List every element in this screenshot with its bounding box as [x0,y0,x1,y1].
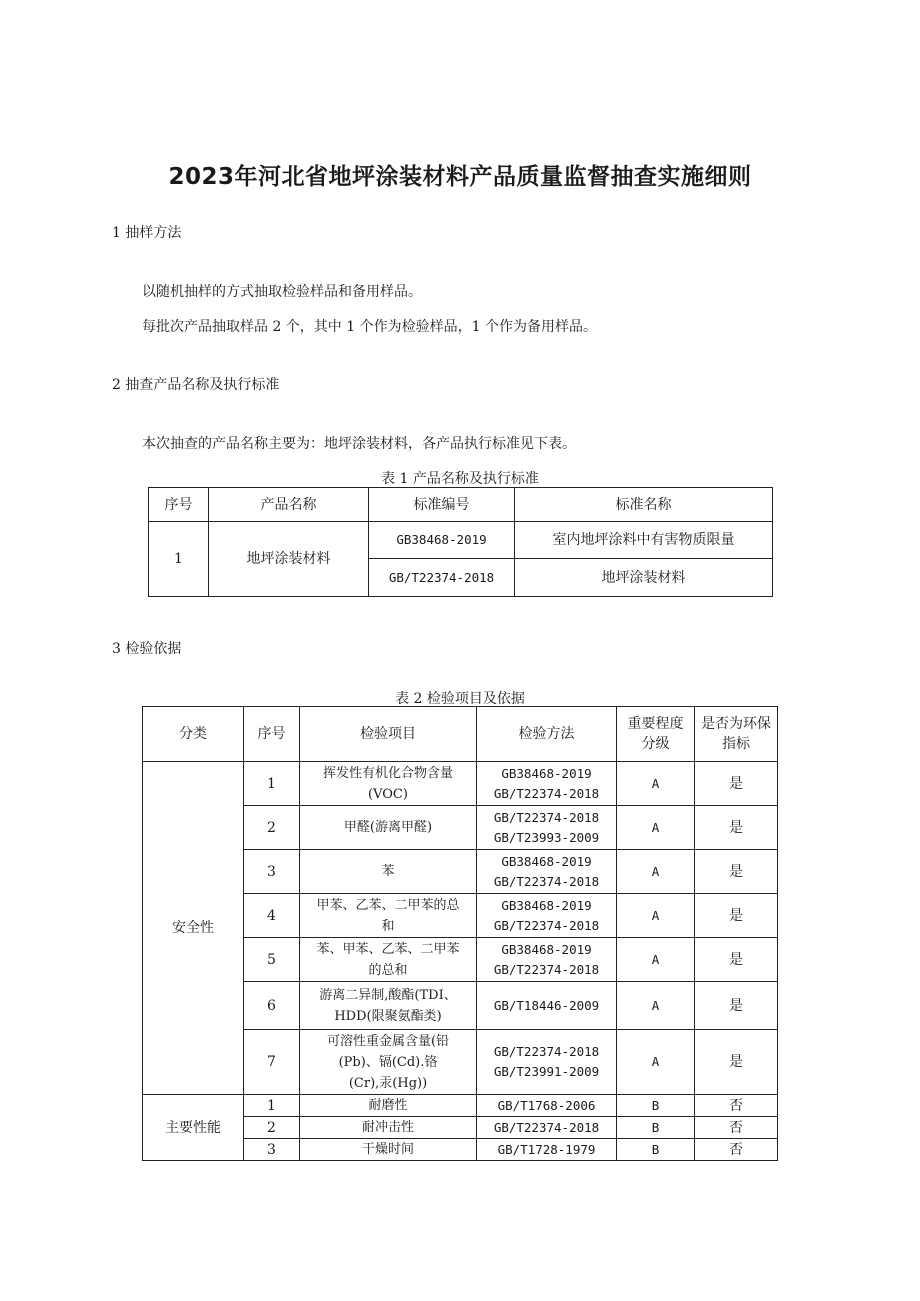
importance-grade: A [617,982,695,1030]
table1-caption: 表 1 产品名称及执行标准 [381,471,539,487]
item-line: (Pb)、镉(Cd).铬 [338,1054,438,1070]
importance-grade: A [617,938,695,982]
inspection-method: GB/T18446-2009 [477,982,617,1030]
method-line: GB/T22374-2018 [493,873,600,889]
section2-heading: 2 抽查产品名称及执行标准 [112,377,280,393]
item-line: 的总和 [368,962,408,978]
importance-grade: A [617,1030,695,1095]
env-indicator: 是 [695,850,778,894]
inspection-item [300,938,477,982]
method-line: GB38468-2019 [501,941,592,957]
header-env [695,707,778,762]
inspection-item [300,982,477,1030]
row-number: 7 [244,1030,300,1095]
env-indicator: 是 [695,982,778,1030]
row-number: 5 [244,938,300,982]
inspection-method [477,762,617,806]
row-number: 6 [244,982,300,1030]
importance-grade: A [617,850,695,894]
inspection-item: 甲醛(游离甲醛) [300,806,477,850]
header-no: 序号 [244,707,300,762]
section1-para2: 每批次产品抽取样品 2 个，其中 1 个作为检验样品，1 个作为备用样品。 [142,319,597,335]
standard-name: 地坪涂装材料 [515,559,773,597]
method-line: GB38468-2019 [501,853,592,869]
inspection-item [300,894,477,938]
row-number: 3 [244,850,300,894]
method-line: GB/T22374-2018 [493,809,600,825]
header-method: 检验方法 [477,707,617,762]
header-importance-line1: 重要程度 [627,716,684,732]
item-line: 游离二异制,酸酯(TDI、 [319,987,457,1003]
row-number: 2 [244,806,300,850]
env-indicator: 是 [695,806,778,850]
importance-grade: A [617,806,695,850]
header-cell: 标准编号 [369,488,515,522]
category-safety: 安全性 [143,762,244,1095]
env-indicator: 否 [695,1117,778,1139]
env-indicator: 是 [695,894,778,938]
importance-grade: B [617,1095,695,1117]
standard-code: GB/T22374-2018 [369,559,515,597]
item-line: 可溶性重金属含量(铅 [326,1033,450,1049]
env-indicator: 否 [695,1139,778,1161]
importance-grade: A [617,762,695,806]
page-title: 2023年河北省地坪涂装材料产品质量监督抽查实施细则 [168,164,752,190]
row-number: 4 [244,894,300,938]
method-line: GB38468-2019 [501,897,592,913]
method-line: GB/T23991-2009 [493,1064,600,1079]
method-line: GB/T22374-2018 [493,1044,600,1059]
section1-heading: 1 抽样方法 [112,225,182,241]
inspection-method [477,806,617,850]
row-number: 1 [244,762,300,806]
method-line: GB/T23993-2009 [493,829,600,845]
item-line: 苯、甲苯、乙苯、二甲苯 [316,941,460,957]
header-importance [617,707,695,762]
inspection-method [477,1030,617,1095]
standard-code: GB38468-2019 [369,522,515,559]
importance-grade: B [617,1139,695,1161]
inspection-item [300,762,477,806]
table-row [149,522,773,559]
env-indicator: 是 [695,1030,778,1095]
method-line: GB38468-2019 [501,765,592,781]
method-line: GB/T22374-2018 [493,961,600,977]
env-indicator: 否 [695,1095,778,1117]
header-env-line1: 是否为环保 [701,716,771,732]
inspection-item [300,1030,477,1095]
item-line: (VOC) [368,786,408,802]
inspection-table [142,706,778,1161]
category-performance: 主要性能 [143,1095,244,1161]
header-env-line2: 指标 [722,736,750,752]
table-header-row [149,488,773,522]
item-line: 挥发性有机化合物含量 [322,765,453,781]
inspection-method [477,938,617,982]
inspection-method: GB/T1728-1979 [477,1139,617,1161]
item-line: 和 [381,918,395,934]
header-cell: 标准名称 [515,488,773,522]
inspection-item: 耐磨性 [300,1095,477,1117]
method-line: GB/T22374-2018 [493,785,600,801]
product-name: 地坪涂装材料 [209,522,369,597]
header-cell: 产品名称 [209,488,369,522]
row-number: 1 [244,1095,300,1117]
table-header-row [143,707,778,762]
header-cell: 序号 [149,488,209,522]
inspection-method: GB/T1768-2006 [477,1095,617,1117]
inspection-item: 干燥时间 [300,1139,477,1161]
standard-name: 室内地坪涂料中有害物质限量 [515,522,773,559]
row-number: 3 [244,1139,300,1161]
inspection-item: 苯 [300,850,477,894]
table2-caption: 表 2 检验项目及依据 [395,691,525,707]
importance-grade: B [617,1117,695,1139]
inspection-method [477,850,617,894]
inspection-method [477,894,617,938]
header-category: 分类 [143,707,244,762]
table-row [143,1095,778,1117]
item-line: (Cr),汞(Hg)) [348,1075,428,1091]
section2-para1: 本次抽查的产品名称主要为：地坪涂装材料，各产品执行标准见下表。 [142,436,576,452]
section1-para1: 以随机抽样的方式抽取检验样品和备用样品。 [142,284,422,300]
section3-heading: 3 检验依据 [112,641,182,657]
env-indicator: 是 [695,762,778,806]
env-indicator: 是 [695,938,778,982]
inspection-item: 耐冲击性 [300,1117,477,1139]
inspection-method: GB/T22374-2018 [477,1117,617,1139]
header-item: 检验项目 [300,707,477,762]
header-importance-line2: 分级 [641,736,670,752]
item-line: 甲苯、乙苯、二甲苯的总 [316,897,460,913]
table-row [143,762,778,806]
row-number: 1 [149,522,209,597]
row-number: 2 [244,1117,300,1139]
item-line: HDD(限聚氨酯类) [334,1008,442,1024]
method-line: GB/T22374-2018 [493,917,600,933]
importance-grade: A [617,894,695,938]
standards-table [148,487,773,597]
